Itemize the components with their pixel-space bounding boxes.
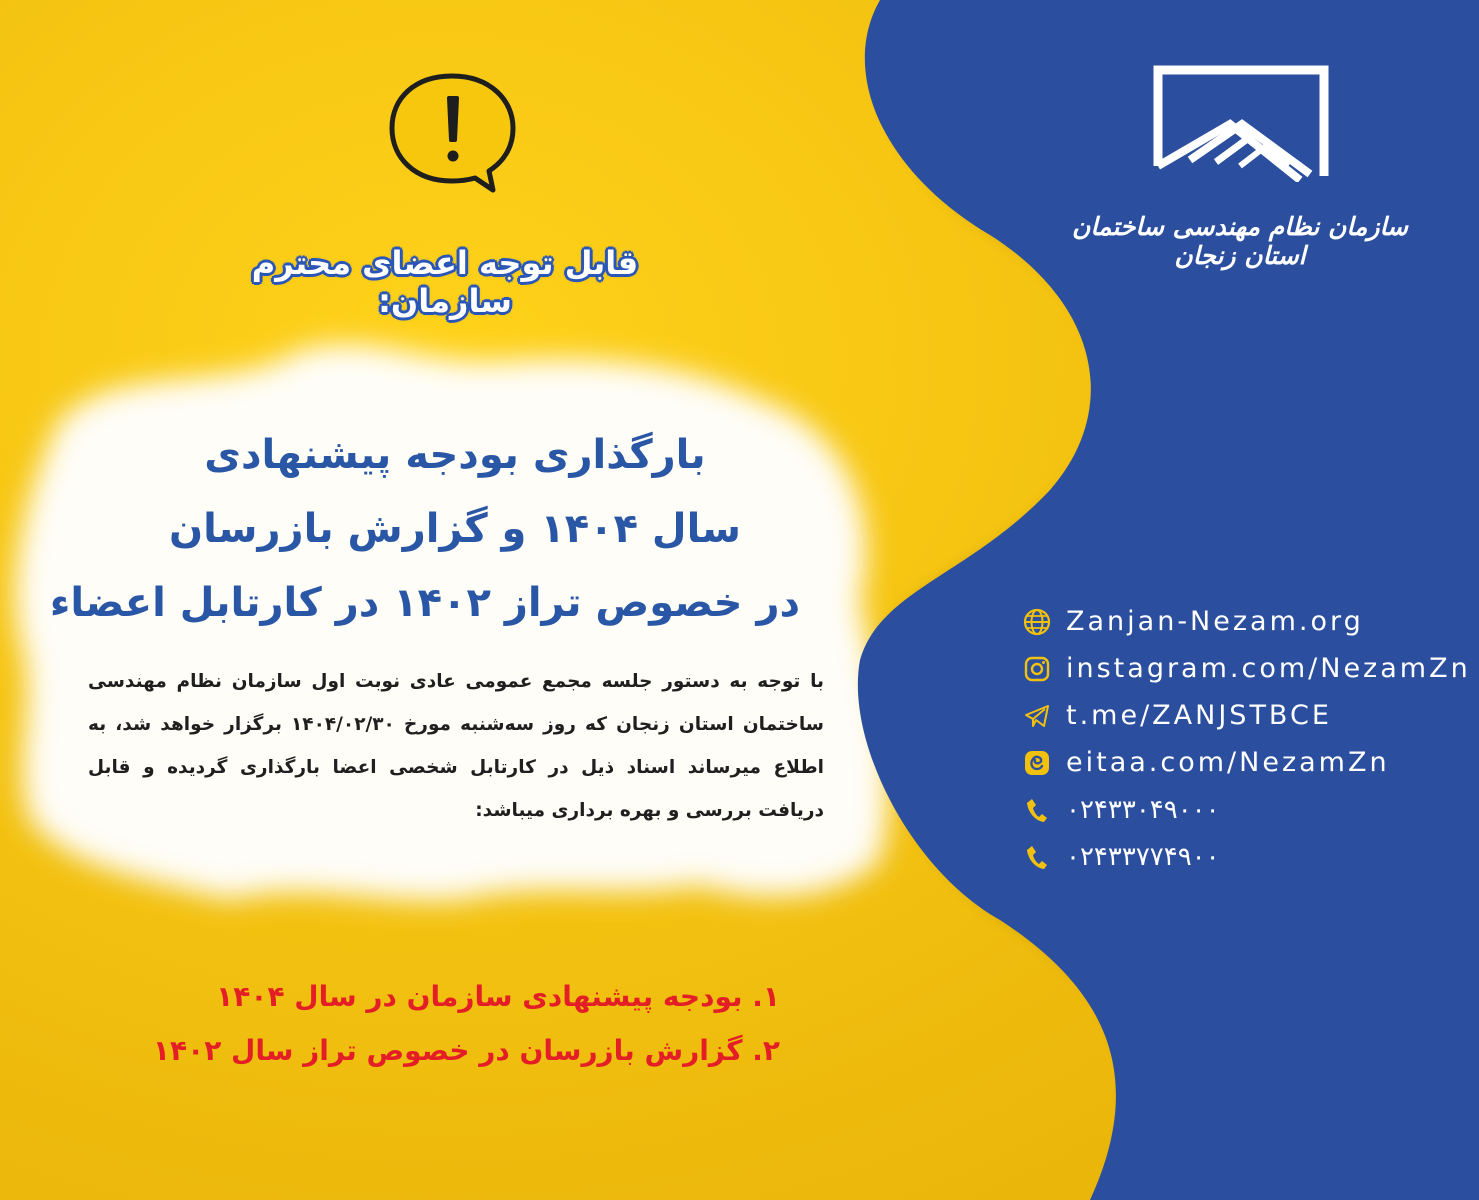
contact-phone-2[interactable]	[1022, 833, 1442, 880]
globe-icon	[1022, 607, 1052, 637]
contact-telegram[interactable]	[1022, 692, 1442, 739]
contact-website-text: Zanjan-Nezam.org	[1066, 606, 1364, 637]
contact-phone-2-text: ۰۲۴۳۳۷۷۴۹۰۰	[1066, 841, 1220, 872]
contact-instagram-text: instagram.com/NezamZn	[1066, 653, 1471, 684]
contact-eitaa[interactable]	[1022, 739, 1442, 786]
telegram-icon	[1022, 701, 1052, 731]
headline	[49, 418, 800, 640]
contact-website[interactable]	[1022, 598, 1442, 645]
instagram-icon	[1022, 654, 1052, 684]
contact-instagram[interactable]	[1022, 645, 1471, 692]
phone-icon	[1022, 842, 1052, 872]
contact-phone-1-text: ۰۲۴۳۳۰۴۹۰۰۰	[1066, 794, 1220, 825]
notice-heading: قابل توجه اعضای محترم سازمان:	[251, 244, 639, 320]
documents-list	[120, 970, 780, 1078]
organization-name: سازمان نظام مهندسی ساختمان استان زنجان	[1071, 212, 1409, 270]
speech-bubble-exclamation-icon	[385, 68, 520, 193]
contact-list	[1022, 598, 1471, 880]
headline-line-2: سال ۱۴۰۴ و گزارش بازرسان	[169, 506, 741, 552]
headline-line-1: بارگذاری بودجه پیشنهادی	[204, 432, 706, 478]
headline-line-3: در خصوص تراز ۱۴۰۲ در کارتابل اعضاء	[49, 580, 800, 626]
document-item-2: ۲. گزارش بازرسان در خصوص تراز سال ۱۴۰۲	[152, 1034, 780, 1067]
eitaa-icon	[1022, 748, 1052, 778]
contact-phone-1[interactable]	[1022, 786, 1442, 833]
contact-eitaa-text: eitaa.com/NezamZn	[1066, 747, 1390, 778]
phone-icon	[1022, 795, 1052, 825]
document-item-1: ۱. بودجه پیشنهادی سازمان در سال ۱۴۰۴	[216, 980, 780, 1013]
building-roof-logo-icon	[1150, 62, 1332, 182]
contact-telegram-text: t.me/ZANJSTBCE	[1066, 700, 1332, 731]
announcement-paragraph: با توجه به دستور جلسه مجمع عمومی عادی نوبت اول سازمان نظام مهندسی ساختمان استان زنجان که روز سه‌شنبه مورخ ۱۴۰۴/۰۲/۳۰ برگزار خواهد شد، به اطلاع میرساند اسناد ذیل در کارتابل شخصی اعضا بارگذاری گردیده و قابل دریافت بررسی و بهره برداری میباشد:	[88, 671, 824, 821]
